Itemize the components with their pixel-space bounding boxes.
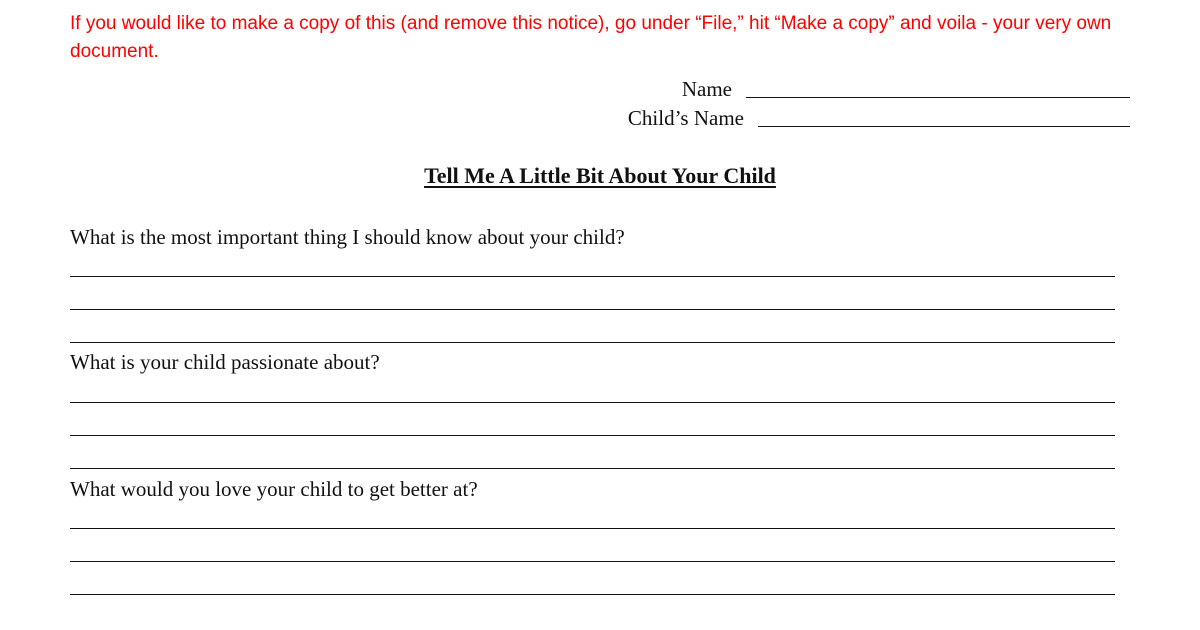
question-3: What would you love your child to get better at? bbox=[70, 477, 478, 501]
question-2: What is your child passionate about? bbox=[70, 350, 380, 374]
answer-line[interactable] bbox=[70, 468, 1115, 469]
question-1: What is the most important thing I should know about your child? bbox=[70, 225, 625, 249]
name-field-row bbox=[628, 77, 1130, 106]
answer-line[interactable] bbox=[70, 594, 1115, 595]
child-name-label: Child’s Name bbox=[627, 106, 744, 130]
copy-notice: If you would like to make a copy of this (and remove this notice), go under “File,” hit “Make a copy” and voila - your very own document. bbox=[70, 13, 1112, 62]
answer-line[interactable] bbox=[70, 402, 1115, 403]
page-title-text: Tell Me A Little Bit About Your Child bbox=[424, 163, 776, 188]
child-name-blank-line[interactable] bbox=[758, 108, 1130, 127]
answer-line[interactable] bbox=[70, 435, 1115, 436]
answer-line[interactable] bbox=[70, 342, 1115, 343]
answer-line[interactable] bbox=[70, 528, 1115, 529]
answer-line[interactable] bbox=[70, 561, 1115, 562]
name-label: Name bbox=[681, 77, 732, 101]
answer-line[interactable] bbox=[70, 309, 1115, 310]
parent-info-fields bbox=[628, 77, 1130, 135]
name-blank-line[interactable] bbox=[746, 79, 1130, 98]
page-title bbox=[0, 163, 1200, 189]
child-name-field-row bbox=[628, 106, 1130, 135]
answer-line[interactable] bbox=[70, 276, 1115, 277]
